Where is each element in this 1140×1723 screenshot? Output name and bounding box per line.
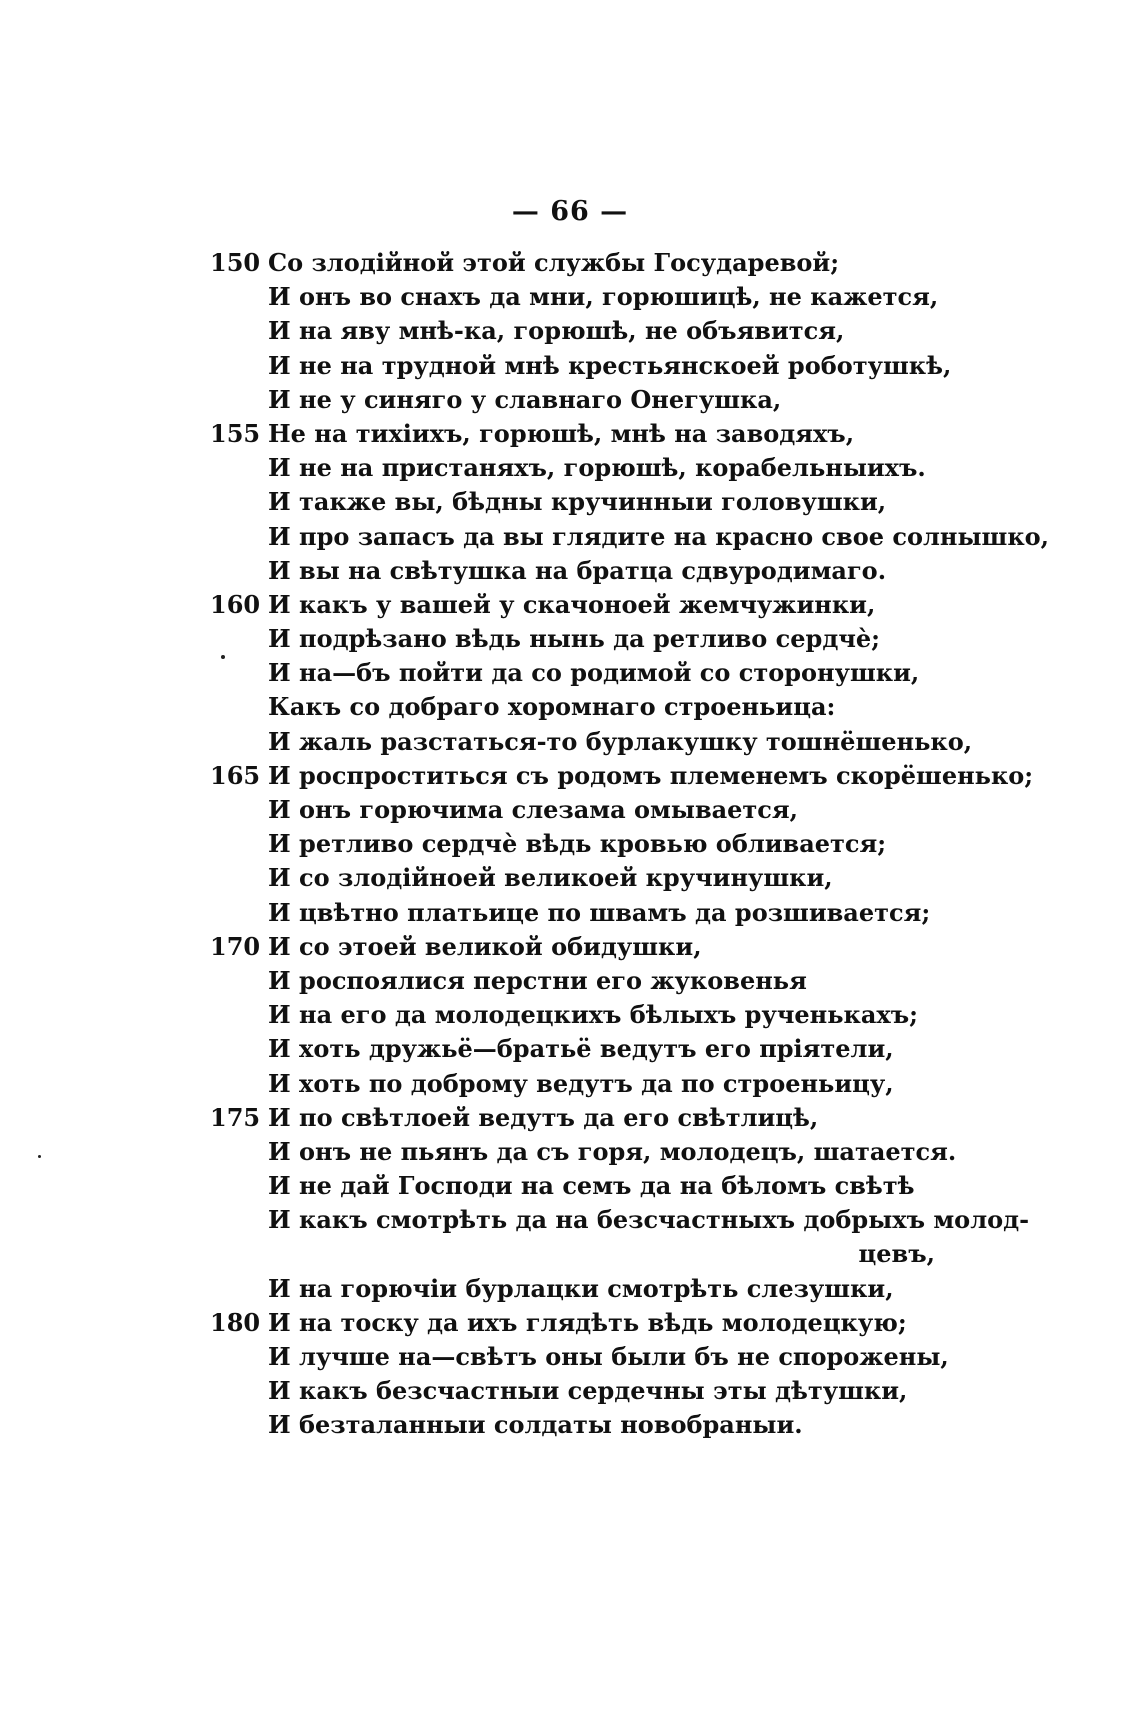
line-text: И не на трудной мнѣ крестьянскоей роботушкѣ, xyxy=(268,350,952,380)
poem-line xyxy=(210,1306,980,1340)
poem-line xyxy=(210,314,980,348)
line-text: И со злодійноей великоей кручинушки, xyxy=(268,863,833,893)
poem-line xyxy=(210,349,980,383)
poem-line xyxy=(210,861,980,895)
line-number: 160 xyxy=(210,589,261,619)
poem-line xyxy=(210,1272,980,1306)
poem-line-continuation xyxy=(210,1237,980,1271)
line-text: И цвѣтно платьице по швамъ да розшивается; xyxy=(268,897,931,927)
poem-line xyxy=(210,554,980,588)
poem-line xyxy=(210,930,980,964)
poem-line xyxy=(210,485,980,519)
poem-line xyxy=(210,827,980,861)
line-text: И какъ смотрѣть да на безсчастныхъ добрыхъ молод- xyxy=(268,1205,1030,1235)
poem-line xyxy=(210,793,980,827)
line-text: И онъ во снахъ да мни, горюшицѣ, не кажется, xyxy=(268,282,939,312)
poem-line xyxy=(210,690,980,724)
poem-line xyxy=(210,246,980,280)
line-number: 165 xyxy=(210,760,261,790)
poem-line xyxy=(210,1169,980,1203)
line-text: Со злодійной этой службы Государевой; xyxy=(268,248,840,277)
line-text: И на яву мнѣ-ка, горюшѣ, не объявится, xyxy=(268,316,845,346)
poem-text xyxy=(210,246,1050,1443)
line-number: 150 xyxy=(210,248,261,277)
line-text: И со этоей великой обидушки, xyxy=(268,931,702,961)
line-text: И на его да молодецкихъ бѣлыхъ рученькахъ; xyxy=(268,1000,918,1030)
poem-line xyxy=(210,1032,980,1066)
poem-line xyxy=(210,280,980,314)
poem-line xyxy=(210,1135,980,1169)
print-speck xyxy=(221,655,225,659)
line-text: И на горючiи бурлацки смотрѣть слезушки, xyxy=(268,1273,894,1303)
print-speck xyxy=(38,1155,41,1158)
line-text: И хоть по доброму ведутъ да по строеньицу, xyxy=(268,1068,894,1098)
line-text: И на—бъ пойти да со родимой со сторонушки, xyxy=(268,658,920,688)
poem-line xyxy=(210,1374,980,1408)
line-text: И по свѣтлоей ведутъ да его свѣтлицѣ, xyxy=(268,1102,819,1132)
line-text: И роспроститься съ родомъ племенемъ скорёшенько; xyxy=(268,760,1034,790)
poem-line xyxy=(210,1408,980,1442)
poem-line xyxy=(210,1101,980,1135)
poem-line xyxy=(210,588,980,622)
line-text: И подрѣзано вѣдь нынь да ретливо сердчѐ; xyxy=(268,624,881,654)
line-text: цевъ, xyxy=(858,1239,935,1269)
line-text: И какъ у вашей у скачоноей жемчужинки, xyxy=(268,589,876,619)
line-text: Не на тихіихъ, горюшѣ, мнѣ на заводяхъ, xyxy=(268,418,855,448)
poem-line xyxy=(210,451,980,485)
line-text: И не у синяго у славнаго Онегушка, xyxy=(268,384,782,414)
line-number: 180 xyxy=(210,1307,261,1337)
line-number: 155 xyxy=(210,418,261,448)
line-text: И не на пристаняхъ, горюшѣ, корабельныихъ. xyxy=(268,453,926,483)
poem-line xyxy=(210,896,980,930)
poem-line xyxy=(210,1203,1030,1237)
poem-line xyxy=(210,417,980,451)
poem-line xyxy=(210,725,980,759)
line-text: И на тоску да ихъ глядѣть вѣдь молодецкую; xyxy=(268,1307,907,1337)
line-text: И жаль разстаться-то бурлакушку тошнёшенько, xyxy=(268,726,973,756)
line-text: И лучше на—свѣтъ оны были бъ не спорожены, xyxy=(268,1342,949,1371)
line-number: 175 xyxy=(210,1102,261,1132)
poem-line xyxy=(210,1340,980,1374)
line-text: И онъ не пьянъ да съ горя, молодецъ, шатается. xyxy=(268,1136,957,1166)
line-text: И онъ горючима слезама омывается, xyxy=(268,795,799,824)
poem-line xyxy=(210,964,980,998)
line-number: 170 xyxy=(210,931,261,961)
line-text: И хоть дружьё—братьё ведутъ его прiятели, xyxy=(268,1034,894,1064)
page-number: — 66 — xyxy=(511,196,629,227)
poem-line xyxy=(210,1067,980,1101)
poem-line xyxy=(210,998,980,1032)
line-text: И про запасъ да вы глядите на красно свое солнышко, xyxy=(268,521,1050,551)
line-text: И роспоялися перстни его жуковенья xyxy=(268,965,807,995)
line-text: И безталанныи солдаты новобраныи. xyxy=(268,1410,803,1440)
poem-line xyxy=(210,656,980,690)
line-text: И ретливо сердчѐ вѣдь кровью обливается; xyxy=(268,829,887,859)
line-text: И какъ безсчастныи сердечны эты дѣтушки, xyxy=(268,1376,908,1406)
line-text: Какъ со добраго хоромнаго строеньица: xyxy=(268,692,836,722)
line-text: И также вы, бѣдны кручинныи головушки, xyxy=(268,487,887,517)
poem-line xyxy=(210,383,980,417)
poem-line xyxy=(210,759,1034,793)
poem-line xyxy=(210,520,1050,554)
line-text: И не дай Господи на семъ да на бѣломъ свѣтѣ xyxy=(268,1171,915,1201)
line-text: И вы на свѣтушка на братца сдвуродимаго. xyxy=(268,555,887,585)
poem-line xyxy=(210,622,980,656)
